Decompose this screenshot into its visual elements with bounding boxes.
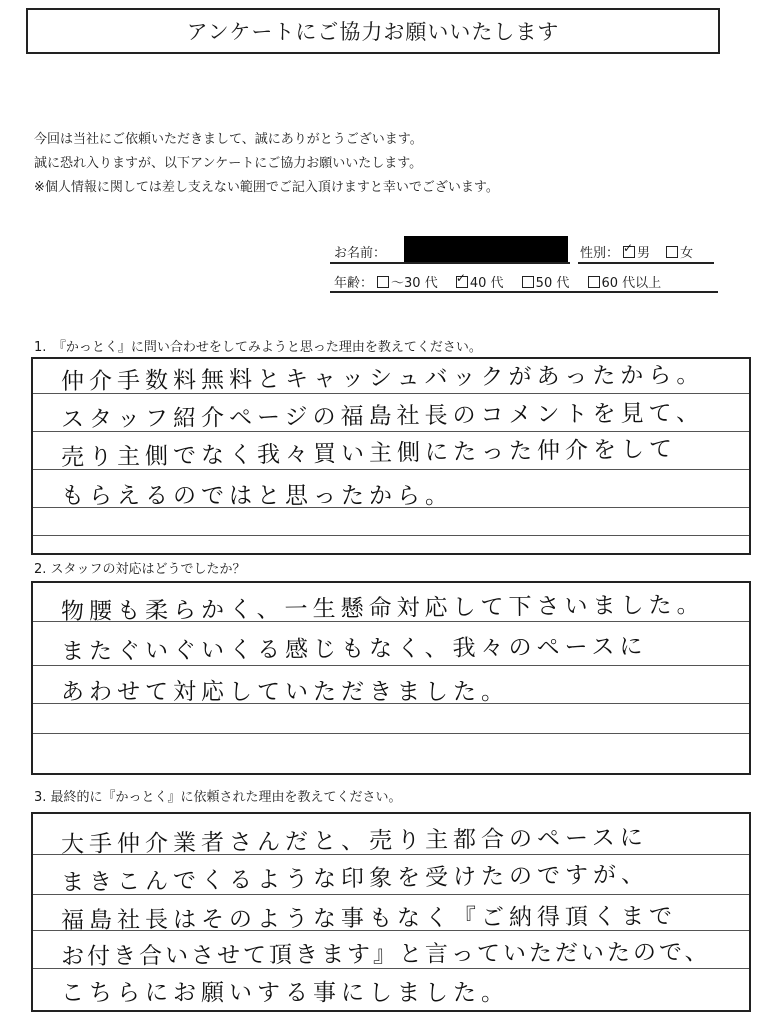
answer-2-line: 物腰も柔らかく、一生懸命対応して下さいました。 bbox=[60, 592, 705, 625]
name-label: お名前： bbox=[334, 246, 387, 261]
answer-1-line: 仲介手数料無料とキャッシュバックがあったから。 bbox=[60, 362, 705, 395]
gender-underline bbox=[578, 262, 714, 264]
age-underline bbox=[330, 291, 718, 293]
answer-box-1 bbox=[31, 357, 751, 555]
age-50s-label: 50 代 bbox=[535, 276, 570, 291]
answer-2-line: またぐいぐいくる感じもなく、我々のペースに bbox=[60, 633, 648, 665]
question-2: 2. スタッフの対応はどうでしたか？ bbox=[34, 562, 246, 577]
gender-female-label: 女 bbox=[680, 246, 694, 261]
gender-label: 性別： bbox=[580, 246, 620, 261]
answer-box-2 bbox=[31, 581, 751, 775]
intro-text bbox=[34, 128, 734, 200]
answer-3-line: まきこんでくるような印象を受けたのですが、 bbox=[60, 861, 650, 896]
answer-2-line: あわせて対応していただきました。 bbox=[61, 679, 509, 705]
ruled-line bbox=[33, 535, 749, 536]
answer-box-3 bbox=[31, 812, 751, 1012]
gender-female-checkbox[interactable] bbox=[666, 246, 678, 258]
intro-line: ※個人情報に関しては差し支えない範囲でご記入頂けますと幸いでございます。 bbox=[34, 180, 499, 195]
age-field bbox=[334, 272, 661, 291]
answer-1-line: スタッフ紹介ページの福島社長のコメントを見て、 bbox=[60, 400, 705, 433]
age-60plus-checkbox[interactable] bbox=[588, 276, 600, 288]
survey-title-text: アンケートにご協力お願いいたします bbox=[186, 20, 560, 44]
intro-line: 今回は当社にご依頼いただきまして、誠にありがとうございます。 bbox=[34, 132, 423, 147]
answer-3-line: 大手仲介業者さんだと、売り主都合のペースに bbox=[60, 824, 649, 858]
name-underline bbox=[330, 262, 570, 264]
question-3: 3. 最終的に『かっとく』に依頼された理由を教えてください。 bbox=[34, 790, 402, 805]
answer-3-line: お付き合いさせて頂きます』と言っていただいたので、 bbox=[60, 939, 711, 970]
gender-male-checkbox[interactable] bbox=[623, 246, 635, 258]
answer-1-line: もらえるのではと思ったから。 bbox=[61, 483, 453, 509]
age-50s-checkbox[interactable] bbox=[522, 276, 534, 288]
age-40s-label: 40 代 bbox=[469, 276, 504, 291]
age-40s-checkbox[interactable] bbox=[456, 276, 468, 288]
gender-male-label: 男 bbox=[637, 246, 651, 261]
ruled-line bbox=[33, 733, 749, 734]
name-redaction bbox=[404, 236, 568, 262]
age-under30-label: ～30 代 bbox=[391, 276, 438, 291]
answer-3-line: 福島社長はそのような事もなく『ご納得頂くまで bbox=[60, 903, 678, 934]
age-60plus-label: 60 代以上 bbox=[601, 276, 662, 291]
age-under30-checkbox[interactable] bbox=[377, 276, 389, 288]
intro-line: 誠に恐れ入りますが、以下アンケートにご協力お願いいたします。 bbox=[34, 156, 423, 171]
answer-3-line: こちらにお願いする事にしました。 bbox=[61, 980, 509, 1006]
question-1: 1. 『かっとく』に問い合わせをしてみようと思った理由を教えてください。 bbox=[34, 340, 482, 355]
age-label: 年齢： bbox=[334, 276, 374, 291]
survey-title bbox=[26, 8, 720, 54]
gender-field bbox=[580, 242, 693, 261]
answer-1-line: 売り主側でなく我々買い主側にたった仲介をして bbox=[60, 436, 678, 471]
